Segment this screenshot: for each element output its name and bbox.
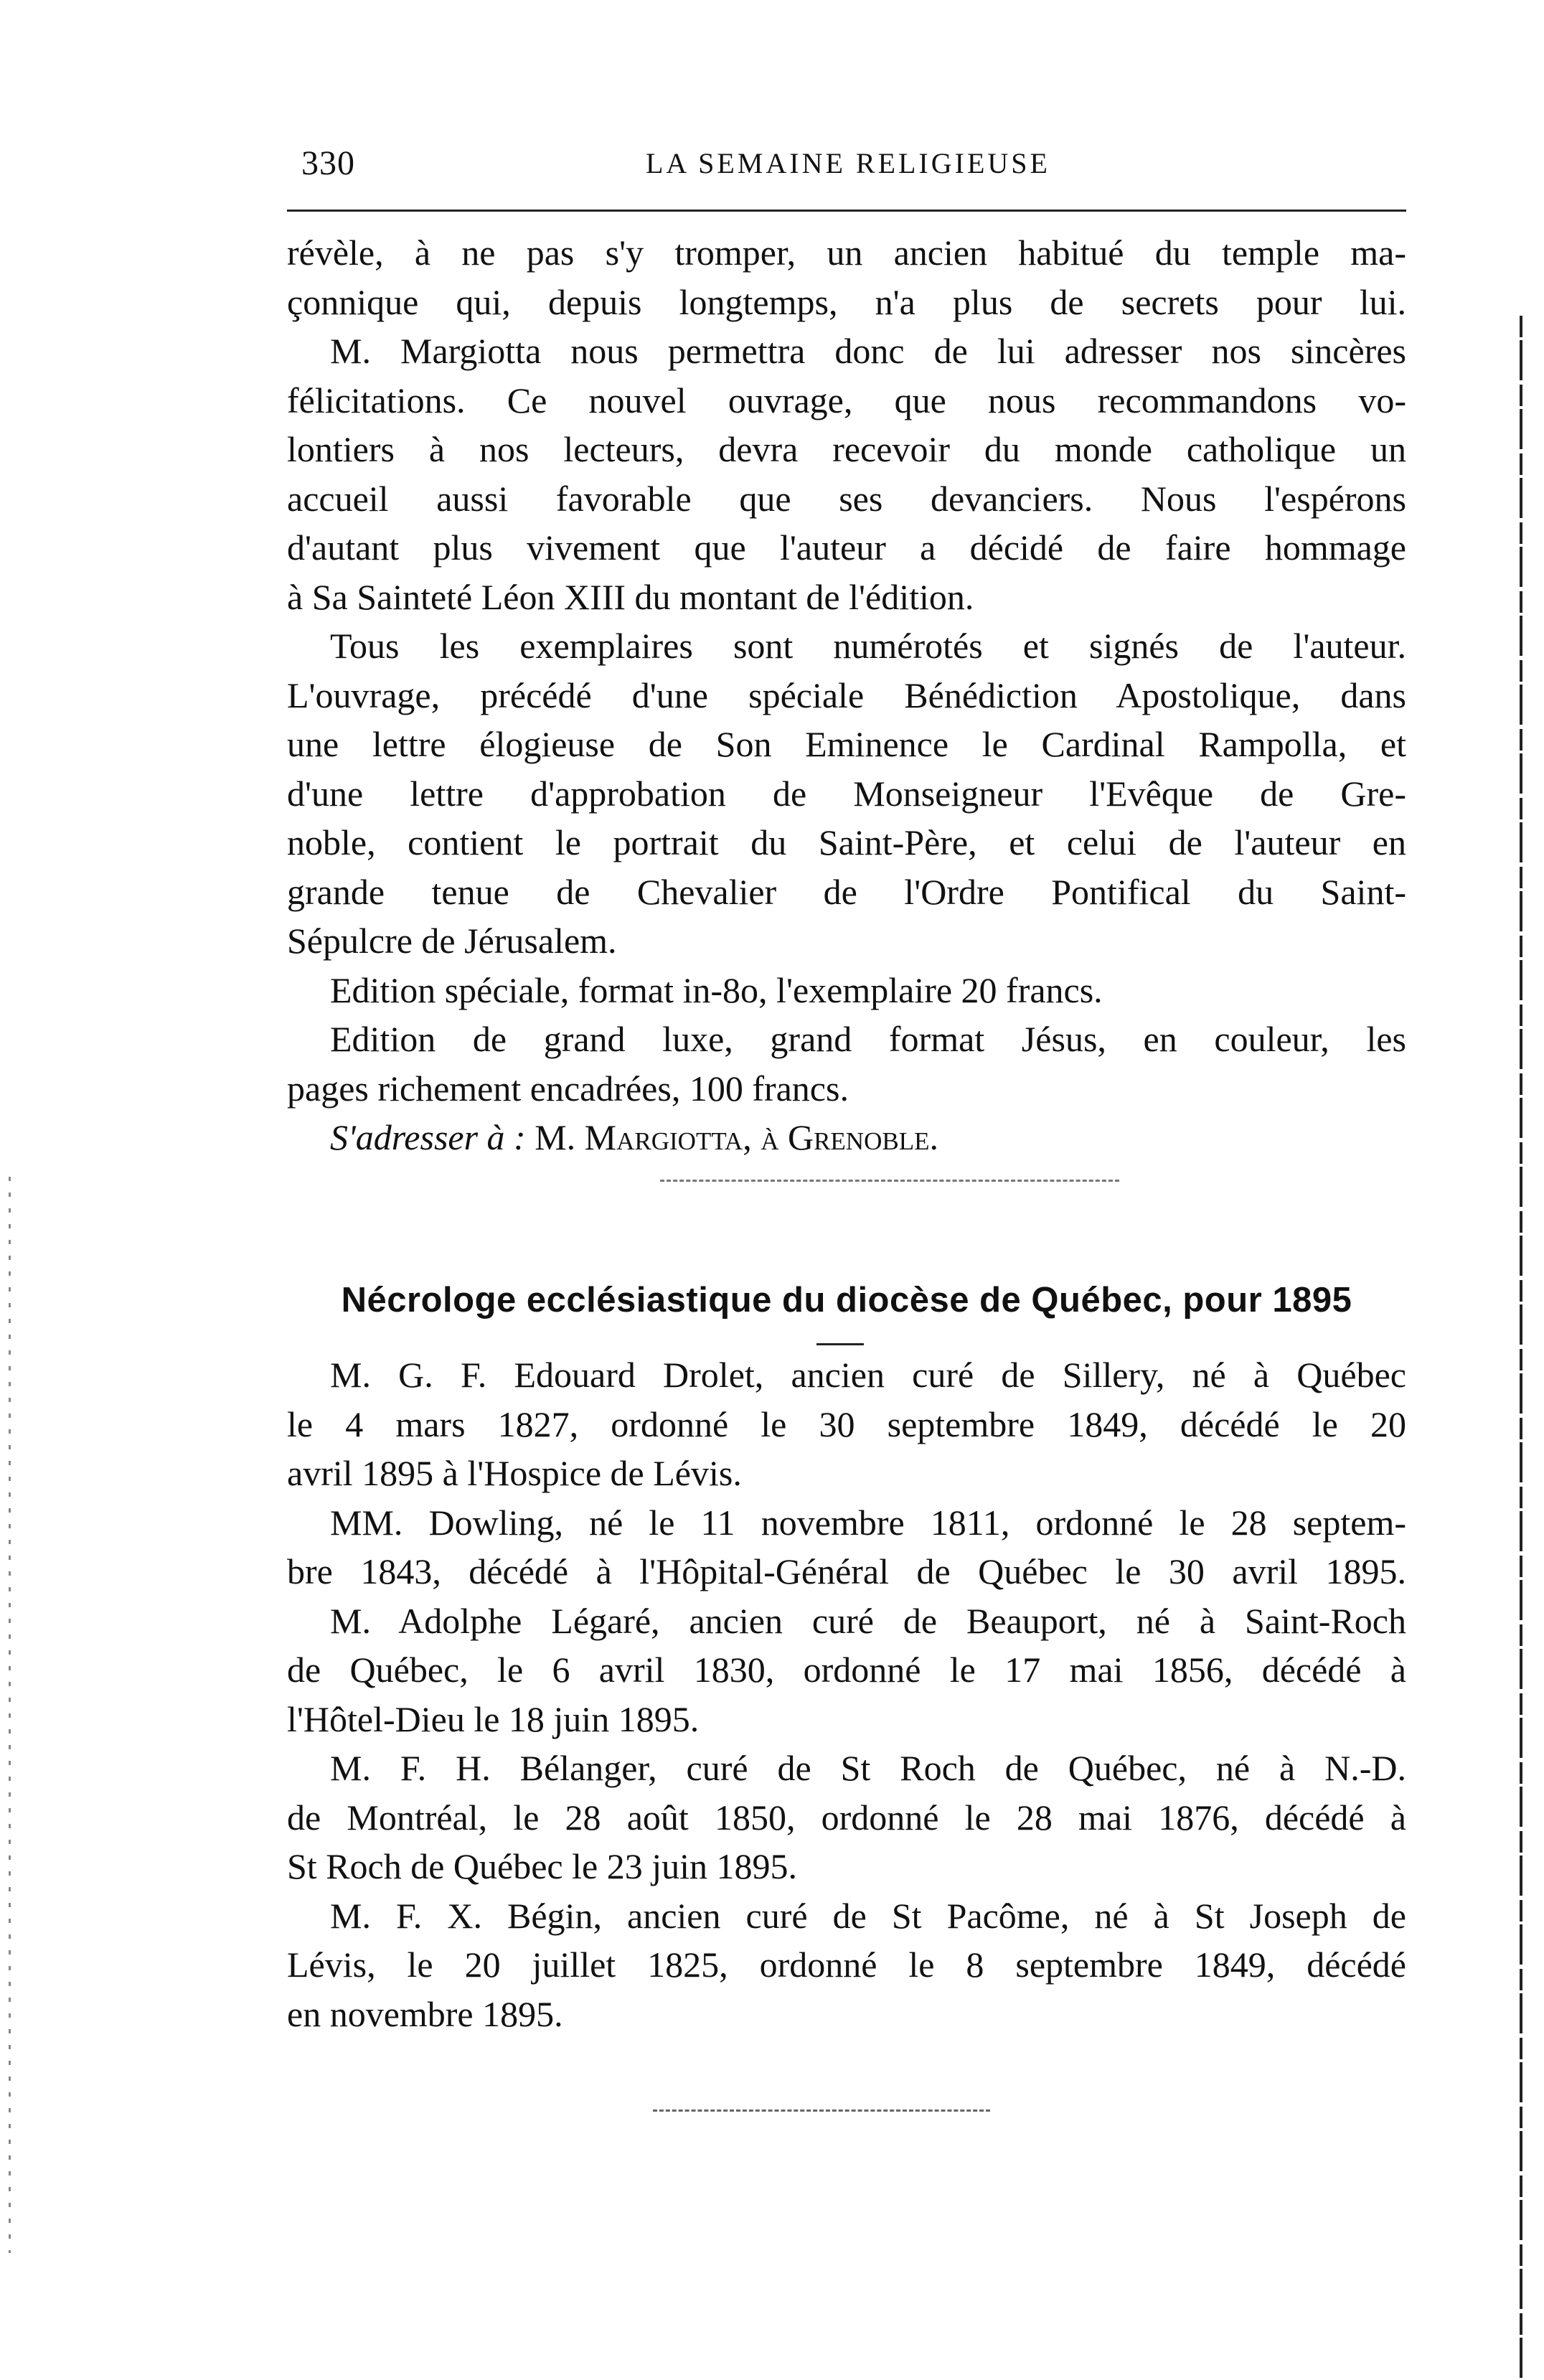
text-line: lontiers à nos lecteurs, devra recevoir du monde catholique un: [287, 429, 1406, 469]
necrology-entries: [287, 1350, 1406, 2038]
text-line: d'autant plus vivement que l'auteur a décidé de faire hommage: [287, 527, 1406, 568]
gutter-marks: [9, 1177, 11, 2253]
page-edge-shadow: [1520, 316, 1522, 2380]
price-line: Edition spéciale, format in-8o, l'exemplaire 20 francs.: [330, 969, 1103, 1010]
address-line: [287, 1113, 1406, 1162]
text-line: çonnique qui, depuis longtemps, n'a plus de secrets pour lui.: [287, 281, 1406, 322]
necrology-line: M. Adolphe Légaré, ancien curé de Beauport, né à Saint-Roch: [330, 1600, 1406, 1641]
text-line: révèle, à ne pas s'y tromper, un ancien habitué du temple ma-: [287, 232, 1406, 273]
text-line: une lettre élogieuse de Son Eminence le Cardinal Rampolla, et: [287, 724, 1406, 764]
necrology-line: de Québec, le 6 avril 1830, ordonné le 17 mai 1856, décédé à: [287, 1650, 1406, 1690]
necrology-line: M. G. F. Edouard Drolet, ancien curé de Sillery, né à Québec: [330, 1355, 1406, 1395]
text-line: M. Margiotta nous permettra donc de lui adresser nos sincères: [330, 331, 1406, 371]
header-rule: [287, 210, 1406, 212]
text-line: accueil aussi favorable que ses devanciers. Nous l'espérons: [287, 478, 1406, 519]
text-line: félicitations. Ce nouvel ouvrage, que nous recommandons vo-: [287, 380, 1406, 420]
necrology-line: avril 1895 à l'Hospice de Lévis.: [287, 1453, 742, 1493]
price-line: pages richement encadrées, 100 francs.: [287, 1068, 849, 1109]
necrology-line: M. F. H. Bélanger, curé de St Roch de Québec, né à N.-D.: [330, 1748, 1406, 1788]
price-line: Edition de grand luxe, grand format Jésus, en couleur, les: [330, 1019, 1406, 1059]
text-line: d'une lettre d'approbation de Monseigneur l'Evêque de Gre-: [287, 773, 1406, 814]
necrology-line: en novembre 1895.: [287, 1993, 563, 2034]
text-line: à Sa Sainteté Léon XIII du montant de l'édition.: [287, 576, 974, 617]
title-rule: [816, 1343, 864, 1345]
necrology-line: le 4 mars 1827, ordonné le 30 septembre 1849, décédé le 20: [287, 1403, 1406, 1444]
journal-title: LA SEMAINE RELIGIEUSE: [646, 147, 1050, 179]
end-divider: [653, 2109, 990, 2112]
text-line: Sépulcre de Jérusalem.: [287, 921, 617, 961]
text-line: noble, contient le portrait du Saint-Père, et celui de l'auteur en: [287, 822, 1406, 862]
necrology-title: Nécrologe ecclésiastique du diocèse de Québec, pour 1895: [341, 1281, 1352, 1320]
running-head: [287, 136, 1406, 187]
text-line: grande tenue de Chevalier de l'Ordre Pontifical du Saint-: [287, 871, 1406, 912]
necrology-line: MM. Dowling, né le 11 novembre 1811, ordonné le 28 septem-: [330, 1502, 1406, 1543]
address-value: M. Margiotta, à Grenoble.: [535, 1117, 938, 1157]
address-label: S'adresser à :: [330, 1117, 526, 1157]
section-divider: [660, 1180, 1119, 1182]
review-continuation: [287, 228, 1406, 1162]
page-number: 330: [301, 144, 355, 182]
text-line: L'ouvrage, précédé d'une spéciale Bénédiction Apostolique, dans: [287, 674, 1406, 715]
text-line: Tous les exemplaires sont numérotés et signés de l'auteur.: [330, 626, 1406, 666]
necrology-line: St Roch de Québec le 23 juin 1895.: [287, 1846, 797, 1886]
necrology-line: l'Hôtel-Dieu le 18 juin 1895.: [287, 1698, 700, 1739]
necrology-line: Lévis, le 20 juillet 1825, ordonné le 8 septembre 1849, décédé: [287, 1944, 1406, 1985]
necrology-line: M. F. X. Bégin, ancien curé de St Pacôme, né à St Joseph de: [330, 1895, 1406, 1936]
necrology-line: de Montréal, le 28 août 1850, ordonné le 28 mai 1876, décédé à: [287, 1797, 1406, 1838]
necrology-line: bre 1843, décédé à l'Hôpital-Général de Québec le 30 avril 1895.: [287, 1551, 1406, 1591]
